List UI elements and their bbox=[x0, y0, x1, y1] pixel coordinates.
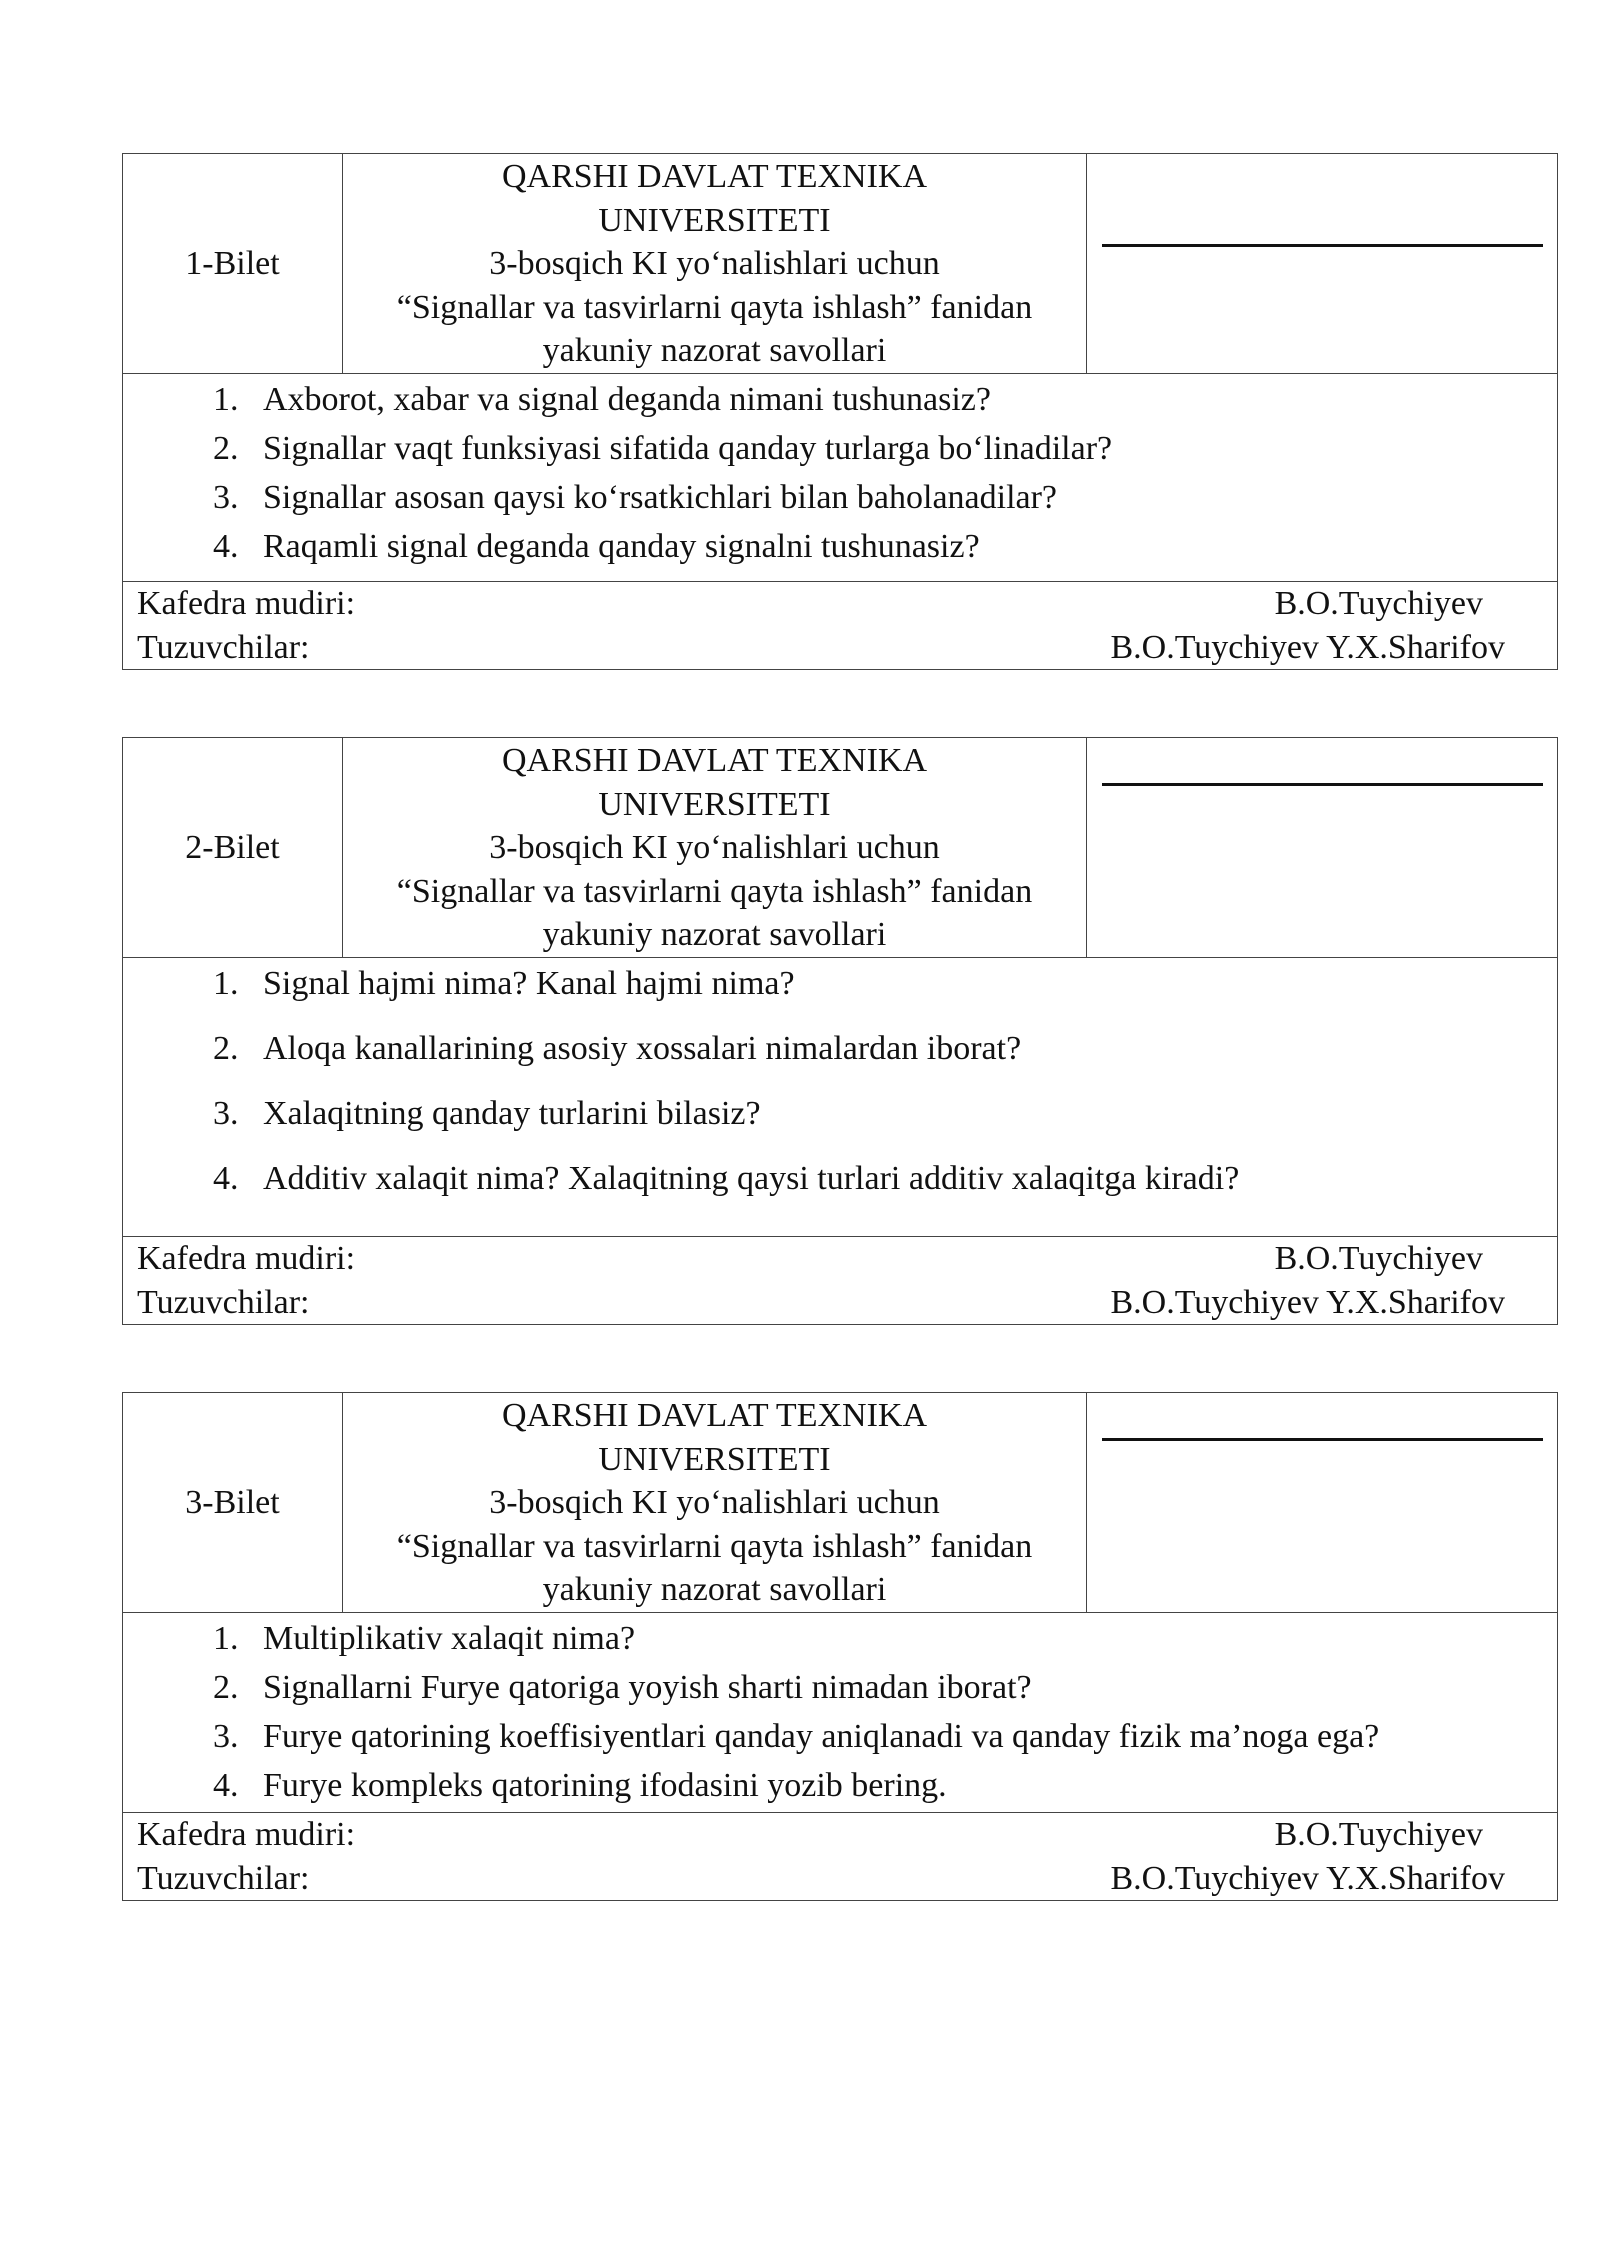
question-item: 1. Multiplikativ xalaqit nima? bbox=[213, 1620, 636, 1657]
title-line: UNIVERSITETI bbox=[598, 1440, 831, 1478]
ticket-number: 2-Bilet bbox=[123, 738, 343, 957]
ticket-header bbox=[123, 154, 1557, 374]
ticket-header bbox=[123, 738, 1557, 958]
head-label: Kafedra mudiri: bbox=[137, 1240, 356, 1277]
title-line: “Signallar va tasvirlarni qayta ishlash” fanidan bbox=[396, 1527, 1033, 1565]
questions-section bbox=[123, 958, 1557, 1237]
authors-names: B.O.Tuychiyev Y.X.Sharifov bbox=[1110, 1859, 1505, 1897]
ticket-title bbox=[343, 738, 1087, 957]
ticket-header bbox=[123, 1393, 1557, 1613]
signature-line bbox=[1102, 244, 1543, 247]
ticket-1 bbox=[122, 153, 1558, 670]
questions-section bbox=[123, 1613, 1557, 1813]
question-item: 2. Signallarni Furye qatoriga yoyish sharti nimadan iborat? bbox=[213, 1669, 1032, 1706]
authors-label: Tuzuvchilar: bbox=[137, 628, 310, 666]
ticket-2 bbox=[122, 737, 1558, 1325]
question-item: 4. Additiv xalaqit nima? Xalaqitning qaysi turlari additiv xalaqitga kiradi? bbox=[213, 1160, 1240, 1197]
authors-names: B.O.Tuychiyev Y.X.Sharifov bbox=[1110, 1283, 1505, 1321]
title-line: UNIVERSITETI bbox=[598, 201, 831, 239]
signature-cell bbox=[1087, 738, 1557, 957]
authors-names: B.O.Tuychiyev Y.X.Sharifov bbox=[1110, 628, 1505, 666]
title-line: “Signallar va tasvirlarni qayta ishlash” fanidan bbox=[396, 288, 1033, 326]
ticket-title bbox=[343, 1393, 1087, 1612]
head-label: Kafedra mudiri: bbox=[137, 1816, 356, 1853]
ticket-title bbox=[343, 154, 1087, 373]
question-list bbox=[123, 1614, 1557, 1810]
title-line: 3-bosqich KI yo‘nalishlari uchun bbox=[489, 1484, 940, 1521]
signature-line bbox=[1102, 1438, 1543, 1441]
ticket-number: 1-Bilet bbox=[123, 154, 343, 373]
title-line: QARSHI DAVLAT TEXNIKA bbox=[501, 158, 928, 195]
signature-cell bbox=[1087, 1393, 1557, 1612]
question-item: 2. Signallar vaqt funksiyasi sifatida qanday turlarga bo‘linadilar? bbox=[213, 430, 1113, 467]
ticket-footer bbox=[123, 582, 1557, 669]
title-line: QARSHI DAVLAT TEXNIKA bbox=[501, 1397, 928, 1434]
question-item: 1. Axborot, xabar va signal deganda nimani tushunasiz? bbox=[213, 381, 991, 418]
signature-line bbox=[1102, 783, 1543, 786]
question-item: 1. Signal hajmi nima? Kanal hajmi nima? bbox=[213, 965, 795, 1002]
title-line: “Signallar va tasvirlarni qayta ishlash” fanidan bbox=[396, 872, 1033, 910]
title-line: 3-bosqich KI yo‘nalishlari uchun bbox=[489, 829, 940, 866]
question-item: 3. Xalaqitning qanday turlarini bilasiz? bbox=[213, 1095, 761, 1132]
title-line: QARSHI DAVLAT TEXNIKA bbox=[501, 742, 928, 779]
title-line: 3-bosqich KI yo‘nalishlari uchun bbox=[489, 245, 940, 282]
head-label: Kafedra mudiri: bbox=[137, 585, 356, 622]
ticket-footer bbox=[123, 1813, 1557, 1900]
title-line: UNIVERSITETI bbox=[598, 785, 831, 823]
title-line: yakuniy nazorat savollari bbox=[542, 916, 887, 953]
questions-section bbox=[123, 374, 1557, 582]
question-list bbox=[123, 959, 1557, 1203]
head-name: B.O.Tuychiyev bbox=[1274, 1816, 1483, 1853]
question-item: 2. Aloqa kanallarining asosiy xossalari nimalardan iborat? bbox=[213, 1030, 1022, 1067]
head-name: B.O.Tuychiyev bbox=[1274, 1240, 1483, 1277]
ticket-3 bbox=[122, 1392, 1558, 1901]
question-item: 4. Furye kompleks qatorining ifodasini yozib bering. bbox=[213, 1767, 947, 1804]
authors-label: Tuzuvchilar: bbox=[137, 1859, 310, 1897]
ticket-number: 3-Bilet bbox=[123, 1393, 343, 1612]
title-line: yakuniy nazorat savollari bbox=[542, 332, 887, 369]
head-name: B.O.Tuychiyev bbox=[1274, 585, 1483, 622]
question-item: 3. Furye qatorining koeffisiyentlari qanday aniqlanadi va qanday fizik ma’noga ega? bbox=[213, 1718, 1380, 1755]
authors-label: Tuzuvchilar: bbox=[137, 1283, 310, 1321]
title-line: yakuniy nazorat savollari bbox=[542, 1571, 887, 1608]
question-list bbox=[123, 375, 1557, 571]
signature-cell bbox=[1087, 154, 1557, 373]
ticket-footer bbox=[123, 1237, 1557, 1324]
question-item: 3. Signallar asosan qaysi ko‘rsatkichlari bilan baholanadilar? bbox=[213, 479, 1058, 516]
question-item: 4. Raqamli signal deganda qanday signalni tushunasiz? bbox=[213, 528, 980, 565]
